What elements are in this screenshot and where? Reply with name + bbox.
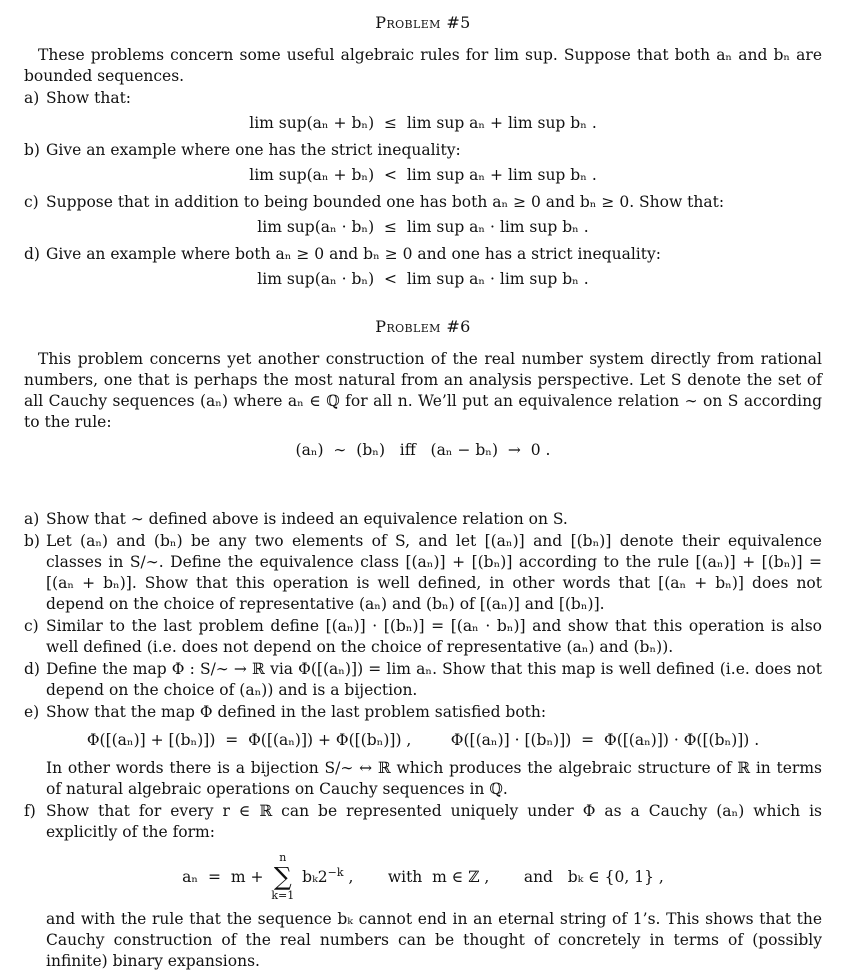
p5-equation-b: lim sup(aₙ + bₙ) < lim sup aₙ + lim sup bₙ . — [249, 166, 597, 184]
item-text: Give an example where both aₙ ≥ 0 and bₙ ≥ 0 and one has a strict inequality: — [46, 245, 661, 263]
p6-item-f — [24, 801, 822, 843]
item-label: a) — [24, 89, 40, 107]
item-text: Define the map Φ : S/∼ → ℝ via Φ([(aₙ)]) = lim aₙ. Show that this map is well defined (i.e. does not depend on the choice of (aₙ)) and is a bijection. — [46, 660, 822, 699]
section-spacer — [24, 468, 822, 508]
item-text: Show that the map Φ defined in the last problem satisfied both: — [46, 703, 547, 721]
p5-item-c — [24, 192, 822, 213]
p6-item-b — [24, 531, 822, 615]
problem6-title: Problem #6 — [375, 317, 471, 336]
item-text: Show that: — [46, 89, 132, 107]
p6-equivalence-equation: (aₙ) ∼ (bₙ) iff (aₙ − bₙ) → 0 . — [295, 441, 551, 459]
item-label: f) — [24, 802, 36, 820]
item-label: a) — [24, 510, 40, 528]
formula-tail: , with m ∈ ℤ , and bₖ ∈ {0, 1} , — [343, 867, 664, 886]
item-label: c) — [24, 193, 39, 211]
p5-item-d — [24, 244, 822, 265]
summation-upper-limit: n — [279, 851, 287, 864]
item-text: Similar to the last problem define [(aₙ)] · [(bₙ)] = [(aₙ · bₙ)] and show that this operation is also well defined (i.e. does not depend on the choice of representative (aₙ) and (bₙ)). — [46, 617, 822, 656]
summation-symbol — [271, 852, 294, 902]
item-text: Show that for every r ∈ ℝ can be represented uniquely under Φ as a Cauchy (aₙ) which is explicitly of the form: — [46, 802, 822, 841]
problem5-intro: These problems concern some useful algebraic rules for lim sup. Suppose that both aₙ and bₙ are bounded sequences. — [24, 46, 822, 85]
formula-exponent: −k — [327, 865, 344, 879]
p6-item-c — [24, 616, 822, 658]
item-label: d) — [24, 660, 40, 678]
formula-body: bₖ2 — [297, 867, 328, 886]
item-text: Let (aₙ) and (bₙ) be any two elements of S, and let [(aₙ)] and [(bₙ)] denote their equivalence classes in S/∼. Define the equivalence class [(aₙ)] + [(bₙ)] according to the rule [(aₙ)] + [(bₙ)] = [(aₙ + bₙ)]. Show that this operation is well defined, in other words that [(aₙ + bₙ)] does not depend on the choice of representative (aₙ) and (bₙ) of [(aₙ)] and [(bₙ)]. — [46, 532, 822, 613]
p6-item-f-continuation: and with the rule that the sequence bₖ cannot end in an eternal string of 1’s. This shows that the Cauchy construction of the real numbers can be thought of concretely in terms of (possibly infinite) binary expansions. — [46, 910, 822, 970]
item-text: Give an example where one has the strict inequality: — [46, 141, 461, 159]
item-text: Show that ∼ defined above is indeed an equivalence relation on S. — [46, 510, 568, 528]
item-label: c) — [24, 617, 39, 635]
p5-item-a — [24, 88, 822, 109]
formula-body-group — [297, 867, 664, 888]
p5-equation-d: lim sup(aₙ · bₙ) < lim sup aₙ · lim sup bₙ . — [257, 270, 589, 288]
p6-item-a — [24, 509, 822, 530]
p6-sum-formula — [24, 852, 822, 902]
item-label: e) — [24, 703, 40, 721]
problem6-intro: This problem concerns yet another construction of the real number system directly from rational numbers, one that is perhaps the most natural from an analysis perspective. Let S denote the set of all Cauchy sequences (aₙ) where aₙ ∈ ℚ for all n. We’ll put an equivalence relation ∼ on S according to the rule: — [24, 350, 822, 431]
p6-item-d — [24, 659, 822, 701]
item-label: d) — [24, 245, 40, 263]
item-label: b) — [24, 532, 40, 550]
p6-item-e — [24, 702, 822, 723]
item-label: b) — [24, 141, 40, 159]
problem5-title: Problem #5 — [375, 13, 471, 32]
formula-lhs: aₙ = m + — [182, 867, 269, 886]
item-text: Suppose that in addition to being bounded one has both aₙ ≥ 0 and bₙ ≥ 0. Show that: — [46, 193, 725, 211]
p5-equation-c: lim sup(aₙ · bₙ) ≤ lim sup aₙ · lim sup bₙ . — [257, 218, 589, 236]
p6-item-e-continuation: In other words there is a bijection S/∼ ↔ ℝ which produces the algebraic structure of ℝ in terms of natural algebraic operations on Cauchy sequences in ℚ. — [46, 759, 822, 798]
sigma-icon: ∑ — [273, 862, 292, 891]
summation-lower-limit: k=1 — [271, 889, 295, 902]
p5-equation-a: lim sup(aₙ + bₙ) ≤ lim sup aₙ + lim sup bₙ . — [249, 114, 597, 132]
p5-item-b — [24, 140, 822, 161]
p6-phi-equation: Φ([(aₙ)] + [(bₙ)]) = Φ([(aₙ)]) + Φ([(bₙ)]) , Φ([(aₙ)] · [(bₙ)]) = Φ([(aₙ)]) · Φ([(bₙ)]) . — [86, 731, 760, 749]
